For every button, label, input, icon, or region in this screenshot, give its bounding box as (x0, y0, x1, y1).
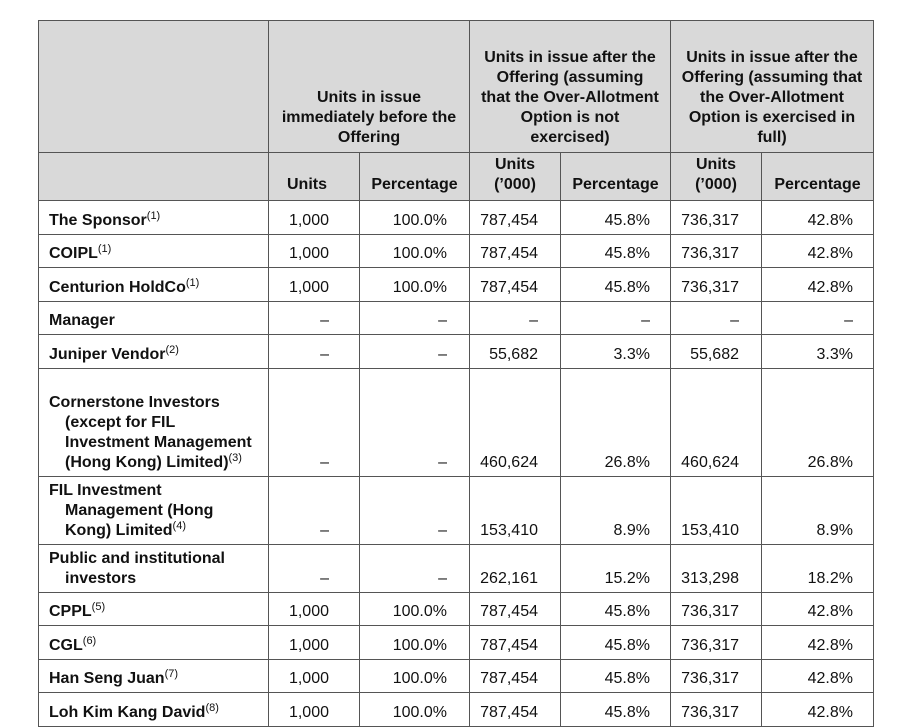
header-units-000-2: Units (’000) (671, 153, 762, 201)
units-exercised-cell: 736,317 (671, 659, 762, 693)
header-row-columns (39, 153, 874, 201)
percentage-not-exercised-cell: 15.2% (561, 544, 671, 592)
row-label (39, 368, 269, 476)
table-row (39, 335, 874, 369)
units-not-exercised-cell: 787,454 (470, 268, 561, 302)
percentage-not-exercised-cell: 45.8% (561, 626, 671, 660)
percentage-before-cell: – (360, 368, 470, 476)
header-blank-sub (39, 153, 269, 201)
row-label (39, 476, 269, 544)
units-not-exercised-cell: 787,454 (470, 693, 561, 727)
table-row (39, 544, 874, 592)
table-row (39, 268, 874, 302)
row-label-text: CPPL (49, 603, 92, 620)
percentage-before-cell: 100.0% (360, 592, 470, 626)
header-percentage-1: Percentage (360, 153, 470, 201)
row-label-text: Manager (49, 312, 115, 329)
percentage-not-exercised-cell: 3.3% (561, 335, 671, 369)
units-exercised-cell: 55,682 (671, 335, 762, 369)
percentage-not-exercised-cell: 45.8% (561, 693, 671, 727)
row-label-text: The Sponsor (49, 211, 147, 229)
header-group-before: Units in issue immediately before the Offering (269, 21, 470, 153)
units-exercised-cell: 736,317 (671, 234, 762, 268)
units-exercised-cell: 736,317 (671, 626, 762, 660)
units-not-exercised-cell: 262,161 (470, 544, 561, 592)
units-before-cell: 1,000 (269, 626, 360, 660)
header-percentage-2: Percentage (561, 153, 671, 201)
row-label (39, 201, 269, 235)
units-exercised-cell: 736,317 (671, 268, 762, 302)
percentage-exercised-cell: 18.2% (762, 544, 874, 592)
percentage-before-cell: 100.0% (360, 626, 470, 660)
row-label (39, 268, 269, 302)
row-label (39, 693, 269, 727)
units-not-exercised-cell: 55,682 (470, 335, 561, 369)
percentage-exercised-cell: 26.8% (762, 368, 874, 476)
row-label (39, 592, 269, 626)
header-percentage-3: Percentage (762, 153, 874, 201)
percentage-before-cell: 100.0% (360, 659, 470, 693)
units-not-exercised-cell: 153,410 (470, 476, 561, 544)
footnote-marker: (1) (146, 209, 161, 222)
percentage-exercised-cell: 42.8% (762, 659, 874, 693)
percentage-exercised-cell: – (762, 301, 874, 335)
percentage-not-exercised-cell: 8.9% (561, 476, 671, 544)
percentage-not-exercised-cell: 45.8% (561, 234, 671, 268)
units-exercised-cell: 313,298 (671, 544, 762, 592)
footnote-marker: (7) (164, 668, 179, 680)
percentage-before-cell: 100.0% (360, 234, 470, 268)
units-not-exercised-cell: 787,454 (470, 234, 561, 268)
footnote-marker: (1) (185, 276, 200, 289)
table-body (39, 201, 874, 727)
footnote-marker: (5) (91, 601, 106, 613)
footnote-marker: (1) (97, 243, 112, 255)
table-row (39, 368, 874, 476)
header-group-exercised: Units in issue after the Offering (assuming that the Over-Allotment Option is exercised in full) (671, 21, 874, 153)
units-before-cell: – (269, 335, 360, 369)
footnote-marker: (8) (205, 701, 219, 714)
units-not-exercised-cell: 460,624 (470, 368, 561, 476)
units-not-exercised-cell: 787,454 (470, 626, 561, 660)
percentage-before-cell: – (360, 476, 470, 544)
row-label-text: Cornerstone Investors (except for FIL Investment Management (Hong Kong) Limited) (49, 393, 252, 471)
row-label-text: CGL (49, 636, 83, 654)
row-label-text: Centurion HoldCo (49, 278, 186, 296)
percentage-not-exercised-cell: – (561, 301, 671, 335)
row-label-text: COIPL (49, 245, 98, 262)
percentage-before-cell: 100.0% (360, 268, 470, 302)
percentage-exercised-cell: 42.8% (762, 592, 874, 626)
header-units-000-1: Units (’000) (470, 153, 561, 201)
row-label (39, 544, 269, 592)
row-label (39, 626, 269, 660)
percentage-exercised-cell: 42.8% (762, 268, 874, 302)
row-label (39, 335, 269, 369)
footnote-marker: (4) (172, 519, 186, 532)
units-before-cell: 1,000 (269, 693, 360, 727)
footnote-marker: (6) (82, 634, 97, 647)
units-exercised-cell: 736,317 (671, 201, 762, 235)
table-row (39, 301, 874, 335)
units-not-exercised-cell: 787,454 (470, 659, 561, 693)
percentage-before-cell: 100.0% (360, 201, 470, 235)
percentage-not-exercised-cell: 45.8% (561, 201, 671, 235)
percentage-before-cell: – (360, 335, 470, 369)
row-label (39, 234, 269, 268)
percentage-exercised-cell: 42.8% (762, 234, 874, 268)
row-label (39, 301, 269, 335)
table-row (39, 693, 874, 727)
percentage-exercised-cell: 3.3% (762, 335, 874, 369)
footnote-marker: (3) (228, 451, 242, 464)
unitholding-table (38, 20, 874, 727)
table-row (39, 659, 874, 693)
percentage-not-exercised-cell: 45.8% (561, 592, 671, 626)
header-group-not-exercised: Units in issue after the Offering (assuming that the Over-Allotment Option is not exercised) (470, 21, 671, 153)
percentage-not-exercised-cell: 26.8% (561, 368, 671, 476)
row-label-text: Han Seng Juan (49, 670, 165, 687)
percentage-exercised-cell: 42.8% (762, 693, 874, 727)
units-not-exercised-cell: – (470, 301, 561, 335)
units-exercised-cell: 153,410 (671, 476, 762, 544)
row-label-text: Public and institutional investors (49, 549, 225, 587)
units-before-cell: 1,000 (269, 592, 360, 626)
percentage-not-exercised-cell: 45.8% (561, 268, 671, 302)
units-before-cell: – (269, 301, 360, 335)
percentage-before-cell: 100.0% (360, 693, 470, 727)
row-label (39, 659, 269, 693)
table-row (39, 626, 874, 660)
units-exercised-cell: – (671, 301, 762, 335)
header-row-groups (39, 21, 874, 153)
footnote-marker: (2) (165, 343, 179, 356)
units-before-cell: 1,000 (269, 201, 360, 235)
units-exercised-cell: 460,624 (671, 368, 762, 476)
percentage-before-cell: – (360, 544, 470, 592)
percentage-not-exercised-cell: 45.8% (561, 659, 671, 693)
units-not-exercised-cell: 787,454 (470, 201, 561, 235)
row-label-text: Loh Kim Kang David (49, 703, 206, 721)
percentage-exercised-cell: 42.8% (762, 201, 874, 235)
header-units: Units (269, 153, 360, 201)
units-before-cell: – (269, 476, 360, 544)
percentage-before-cell: – (360, 301, 470, 335)
units-exercised-cell: 736,317 (671, 693, 762, 727)
table-row (39, 201, 874, 235)
units-before-cell: 1,000 (269, 659, 360, 693)
table-row (39, 592, 874, 626)
units-before-cell: 1,000 (269, 268, 360, 302)
table-row (39, 476, 874, 544)
row-label-text: Juniper Vendor (49, 345, 166, 363)
percentage-exercised-cell: 8.9% (762, 476, 874, 544)
units-before-cell: – (269, 368, 360, 476)
row-label-text: FIL Investment Management (Hong Kong) Limited (49, 481, 214, 539)
units-not-exercised-cell: 787,454 (470, 592, 561, 626)
units-before-cell: – (269, 544, 360, 592)
table-row (39, 234, 874, 268)
header-blank (39, 21, 269, 153)
units-before-cell: 1,000 (269, 234, 360, 268)
units-exercised-cell: 736,317 (671, 592, 762, 626)
percentage-exercised-cell: 42.8% (762, 626, 874, 660)
